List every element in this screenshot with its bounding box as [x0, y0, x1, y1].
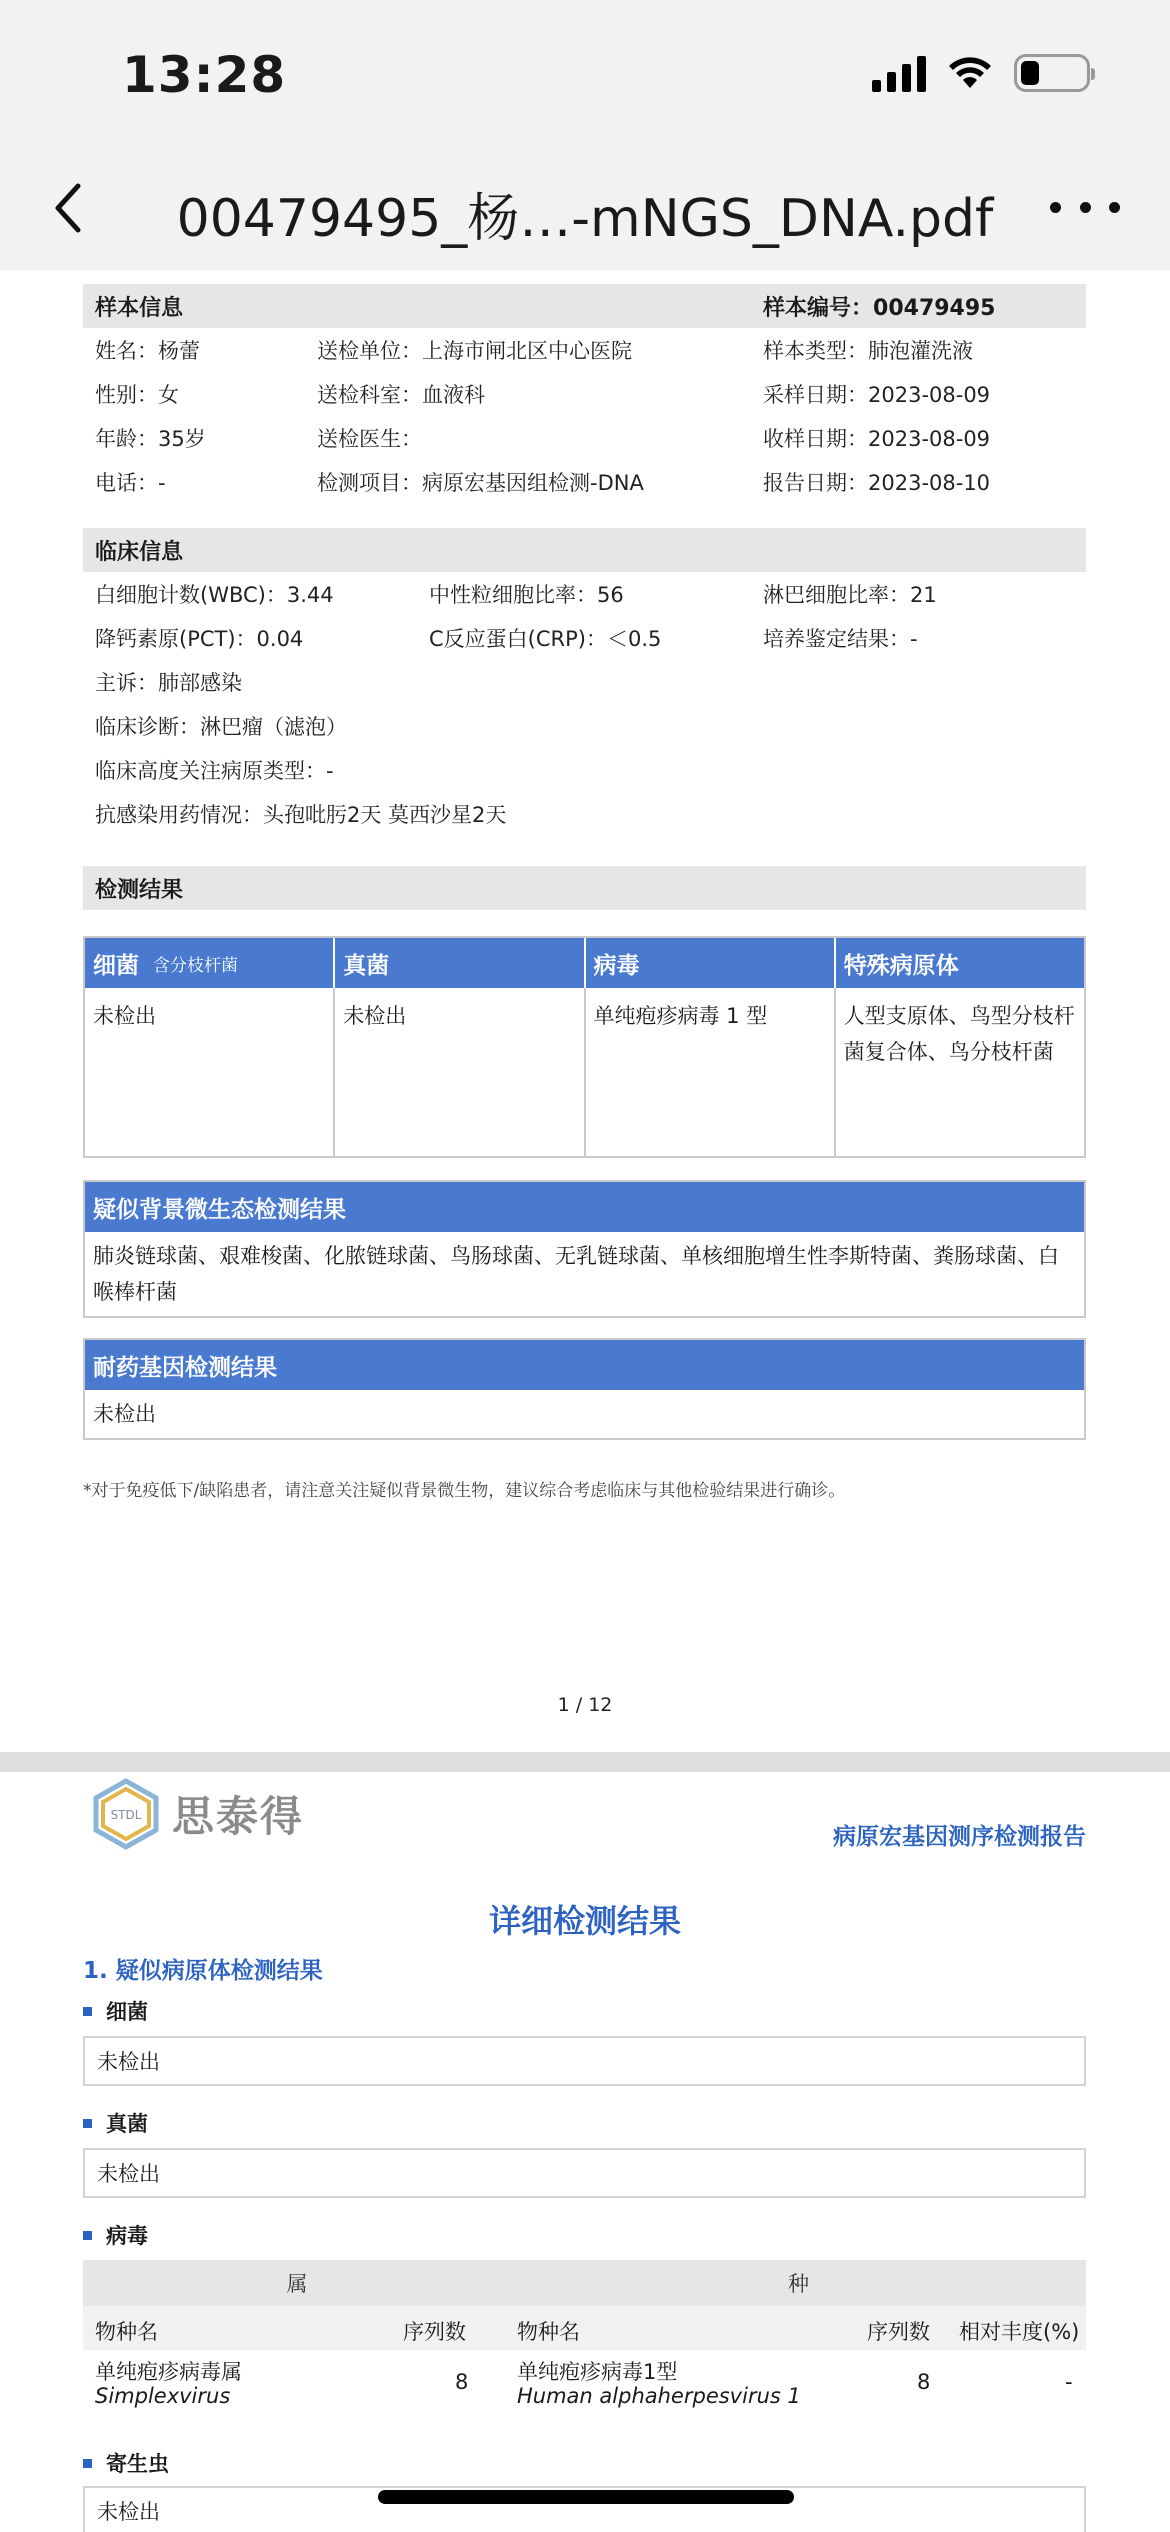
background-microbes-box [83, 1180, 1086, 1318]
footnote: *对于免疫低下/缺陷患者，请注意关注疑似背景微生物，建议综合考虑临床与其他检验结果进行确诊。 [83, 1481, 846, 1501]
status-time: 13:28 [122, 46, 287, 104]
background-microbes-value: 肺炎链球菌、艰难梭菌、化脓链球菌、鸟肠球菌、无乳链球菌、单核细胞增生性李斯特菌、粪肠球菌、白喉棒杆菌 [93, 1244, 1059, 1304]
virus-table [83, 2260, 1086, 2418]
category-fungi: 真菌 [83, 2108, 148, 2138]
clinical-info-section [83, 528, 1086, 836]
category-virus: 病毒 [83, 2220, 148, 2250]
results-table [83, 936, 1086, 1158]
parasite-result-box: 未检出 [83, 2486, 1086, 2532]
results-col-special: 特殊病原体 [843, 952, 959, 979]
sample-info-section [83, 284, 1086, 504]
sample-row: 姓名：杨蕾 送检单位：上海市闸北区中心医院 样本类型：肺泡灌洗液 [95, 339, 973, 363]
sample-info-grid [83, 328, 1086, 504]
wifi-icon [948, 56, 992, 90]
pdf-page-1[interactable] [0, 270, 1170, 1752]
resistance-genes-value: 未检出 [93, 1402, 156, 1426]
bacteria-result-box: 未检出 [83, 2036, 1086, 2086]
back-button[interactable] [40, 178, 100, 238]
virus-table-column-header: 物种名 序列数 物种名 序列数 相对丰度(%) [83, 2306, 1086, 2350]
status-icons [872, 54, 1090, 92]
sample-row: 电话：- 检测项目：病原宏基因组检测-DNA 报告日期：2023-08-10 [95, 471, 991, 495]
results-col-fungi: 真菌 [335, 938, 585, 988]
fungi-result-box: 未检出 [83, 2148, 1086, 2198]
pdf-page-2[interactable] [0, 1772, 1170, 2532]
document-title: 00479495_杨…-mNGS_DNA.pdf [176, 189, 994, 249]
resistance-genes-header: 耐药基因检测结果 [85, 1340, 1084, 1390]
clinical-row: 降钙素原(PCT)：0.04 C反应蛋白(CRP)：＜0.5 培养鉴定结果：- [95, 627, 918, 651]
results-cell: 单纯疱疹病毒 1 型 [586, 988, 836, 1156]
category-bacteria: 细菌 [83, 1996, 148, 2026]
cellular-signal-icon [872, 54, 926, 92]
page-separator [0, 1752, 1170, 1772]
logo-text: 思泰得 [172, 1792, 305, 1841]
battery-icon [1014, 54, 1090, 92]
clinical-row: 白细胞计数(WBC)：3.44 中性粒细胞比率：56 淋巴细胞比率：21 [95, 583, 937, 607]
results-cell: 未检出 [335, 988, 585, 1156]
more-dot-icon [1050, 202, 1061, 213]
more-options-button[interactable] [1050, 182, 1120, 232]
page-number: 1 / 12 [557, 1694, 613, 1716]
results-cell: 未检出 [85, 988, 335, 1156]
company-logo [90, 1778, 304, 1850]
results-cell: 人型支原体、鸟型分枝杆菌复合体、鸟分枝杆菌 [843, 1004, 1075, 1064]
pathogen-concern: 临床高度关注病原类型：- [95, 759, 334, 783]
category-parasite: 寄生虫 [83, 2448, 169, 2478]
clinical-info-header: 临床信息 [83, 528, 1086, 572]
detail-results-title: 详细检测结果 [488, 1902, 681, 1940]
antibiotic-usage: 抗感染用药情况：头孢吡肟2天 莫西沙星2天 [95, 803, 507, 827]
svg-text:STDL: STDL [110, 1808, 142, 1822]
chevron-left-icon [40, 178, 100, 238]
sample-row: 年龄：35岁 送检医生： 收样日期：2023-08-09 [95, 427, 991, 451]
results-header: 检测结果 [83, 866, 1086, 910]
hexagon-logo-icon [90, 1778, 162, 1850]
chief-complaint: 主诉：肺部感染 [95, 671, 242, 695]
nav-bar [0, 150, 1170, 270]
section-suspected-pathogens: 1. 疑似病原体检测结果 [83, 1958, 323, 1984]
virus-table-group-header: 属 种 [83, 2260, 1086, 2306]
sample-info-header: 样本信息 样本编号：00479495 [83, 284, 1086, 328]
sample-number: 样本编号：00479495 [763, 295, 996, 321]
home-indicator[interactable] [378, 2490, 794, 2504]
background-microbes-header: 疑似背景微生态检测结果 [85, 1182, 1084, 1232]
report-title: 病原宏基因测序检测报告 [833, 1824, 1086, 1850]
results-col-virus: 病毒 [586, 938, 836, 988]
resistance-genes-box [83, 1338, 1086, 1440]
results-section [83, 866, 1086, 910]
results-col-bacteria: 细菌 含分枝杆菌 [85, 938, 335, 988]
sample-row: 性别：女 送检科室：血液科 采样日期：2023-08-09 [95, 383, 991, 407]
table-row: 单纯疱疹病毒属 Simplexvirus 8 单纯疱疹病毒1型 Human alphaherpesvirus 1 8 - [95, 2360, 1073, 2408]
clinical-diagnosis: 临床诊断：淋巴瘤（滤泡） [95, 715, 347, 739]
status-bar [0, 0, 1170, 150]
